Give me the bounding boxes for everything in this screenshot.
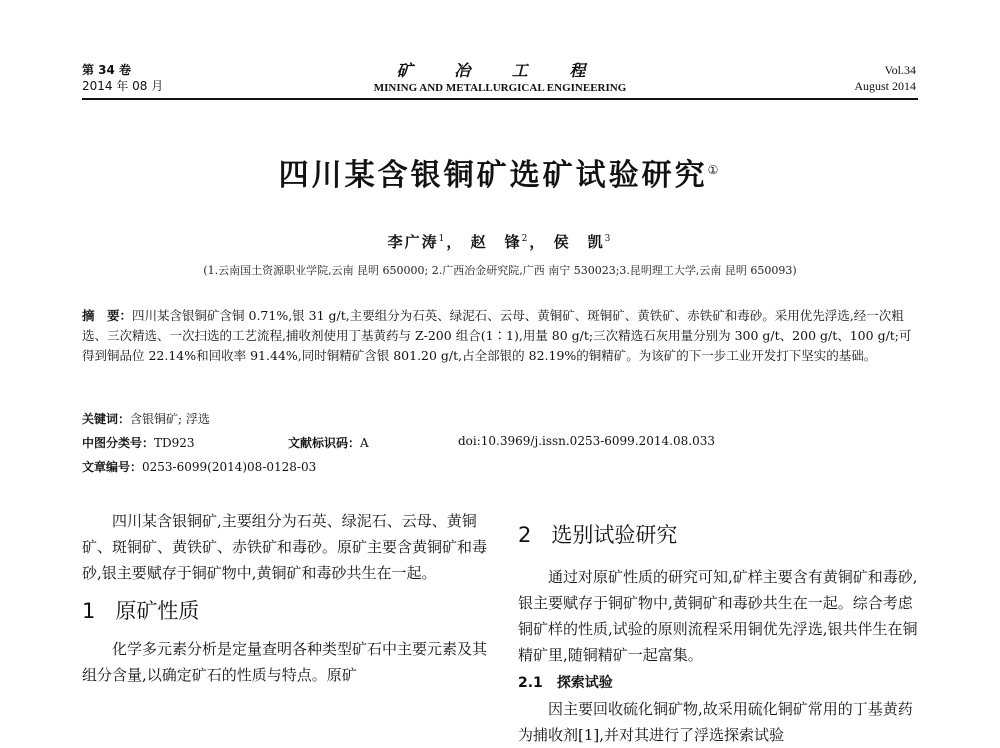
author-1-affil: 1	[438, 234, 447, 244]
section-2-paragraph: 通过对原矿性质的研究可知,矿样主要含有黄铜矿和毒砂,银主要赋存于铜矿物中,黄铜矿和毒砂共生在一起。综合考虑铜矿样的性质,试验的原则流程采用铜优先浮选,银共伴生在铜精矿里,随铜精矿一起富集。	[518, 568, 918, 664]
article-no-label: 文章编号：	[82, 460, 143, 474]
abstract	[82, 306, 918, 366]
clc-label: 中图分类号：	[82, 436, 155, 450]
author-3: 侯 凯	[553, 233, 605, 251]
clc-value: TD923	[154, 436, 195, 450]
author-2: 赵 锋	[470, 233, 522, 251]
journal-volume-block	[82, 62, 163, 94]
affiliations: (1.云南国土资源职业学院,云南 昆明 650000; 2.广西冶金研究院,广西 南宁 530023;3.昆明理工大学,云南 昆明 650093)	[203, 264, 797, 277]
abstract-text: 四川某含银铜矿含铜 0.71%,银 31 g/t,主要组分为石英、绿泥石、云母、黄铜矿、斑铜矿、黄铁矿、赤铁矿和毒砂。采用优先浮选,经一次粗选、三次精选、一次扫选的工艺流程,捕收剂使用丁基黄药与 Z-200 组合(1∶1),用量 80 g/t;三次精选石灰用量分别为 300 g/t、200 g/t、100 g/t;可得到铜品位 22.14%和回收率 91.44%,同时铜精矿含银 801.20 g/t,占全部银的 82.19%的铜精矿。为该矿的下一步工业开发打下坚实的基础。	[82, 308, 912, 363]
journal-name-cn: 矿 冶 工 程	[396, 61, 604, 80]
section-2-1-heading	[518, 670, 924, 696]
keywords-label: 关键词：	[82, 412, 131, 426]
author-sep: ，	[446, 233, 464, 251]
title-footnote-mark: ①	[707, 163, 722, 177]
document-code	[288, 434, 369, 451]
volume-cn: 第 34 卷	[82, 63, 132, 77]
author-1: 李广涛	[387, 233, 439, 251]
right-column	[518, 522, 924, 748]
article-number	[82, 458, 316, 475]
author-3-affil: 3	[604, 234, 613, 244]
doc-code-value: A	[360, 436, 369, 450]
keywords	[82, 410, 210, 427]
section-1-paragraph: 化学多元素分析是定量查明各种类型矿石中主要元素及其组分含量,以确定矿石的性质与特点。原矿	[82, 640, 488, 684]
section-1-number: 1	[82, 599, 96, 623]
author-2-affil: 2	[521, 234, 530, 244]
section-1-title: 原矿性质	[115, 599, 200, 623]
author-list	[0, 231, 1000, 252]
date-en: August 2014	[854, 79, 916, 93]
journal-name-en: MINING AND METALLURGICAL ENGINEERING	[373, 82, 627, 94]
left-column	[82, 508, 488, 688]
section-2-heading	[518, 522, 924, 548]
header-divider	[82, 98, 918, 100]
doc-code-label: 文献标识码：	[288, 436, 361, 450]
section-2-title: 选别试验研究	[551, 523, 678, 547]
author-sep: ，	[529, 233, 547, 251]
volume-en: Vol.34	[884, 63, 916, 77]
abstract-label: 摘 要：	[82, 308, 133, 323]
article-no-value: 0253-6099(2014)08-0128-03	[142, 460, 317, 474]
journal-volume-en-block	[854, 62, 916, 94]
section-2-1-number: 2.1	[518, 675, 543, 691]
section-2-1-paragraph: 因主要回收硫化铜矿物,故采用硫化铜矿常用的丁基黄药为捕收剂[1],并对其进行了浮选探索试验	[518, 700, 913, 744]
section-2-number: 2	[518, 523, 532, 547]
intro-paragraph: 四川某含银铜矿,主要组分为石英、绿泥石、云母、黄铜矿、斑铜矿、黄铁矿、赤铁矿和毒砂。原矿主要含黄铜矿和毒砂,银主要赋存于铜矿物中,黄铜矿和毒砂共生在一起。	[82, 512, 488, 582]
doi: doi:10.3969/j.issn.0253-6099.2014.08.033	[458, 434, 715, 448]
paper-title	[0, 150, 1000, 194]
section-1-heading	[82, 598, 488, 624]
keywords-text: 含银铜矿; 浮选	[130, 412, 210, 426]
journal-name-block	[290, 58, 710, 94]
paper-title-text: 四川某含银铜矿选矿试验研究	[278, 158, 708, 193]
date-cn: 2014 年 08 月	[82, 79, 164, 93]
clc-number	[82, 434, 195, 451]
section-2-1-title: 探索试验	[556, 675, 613, 691]
